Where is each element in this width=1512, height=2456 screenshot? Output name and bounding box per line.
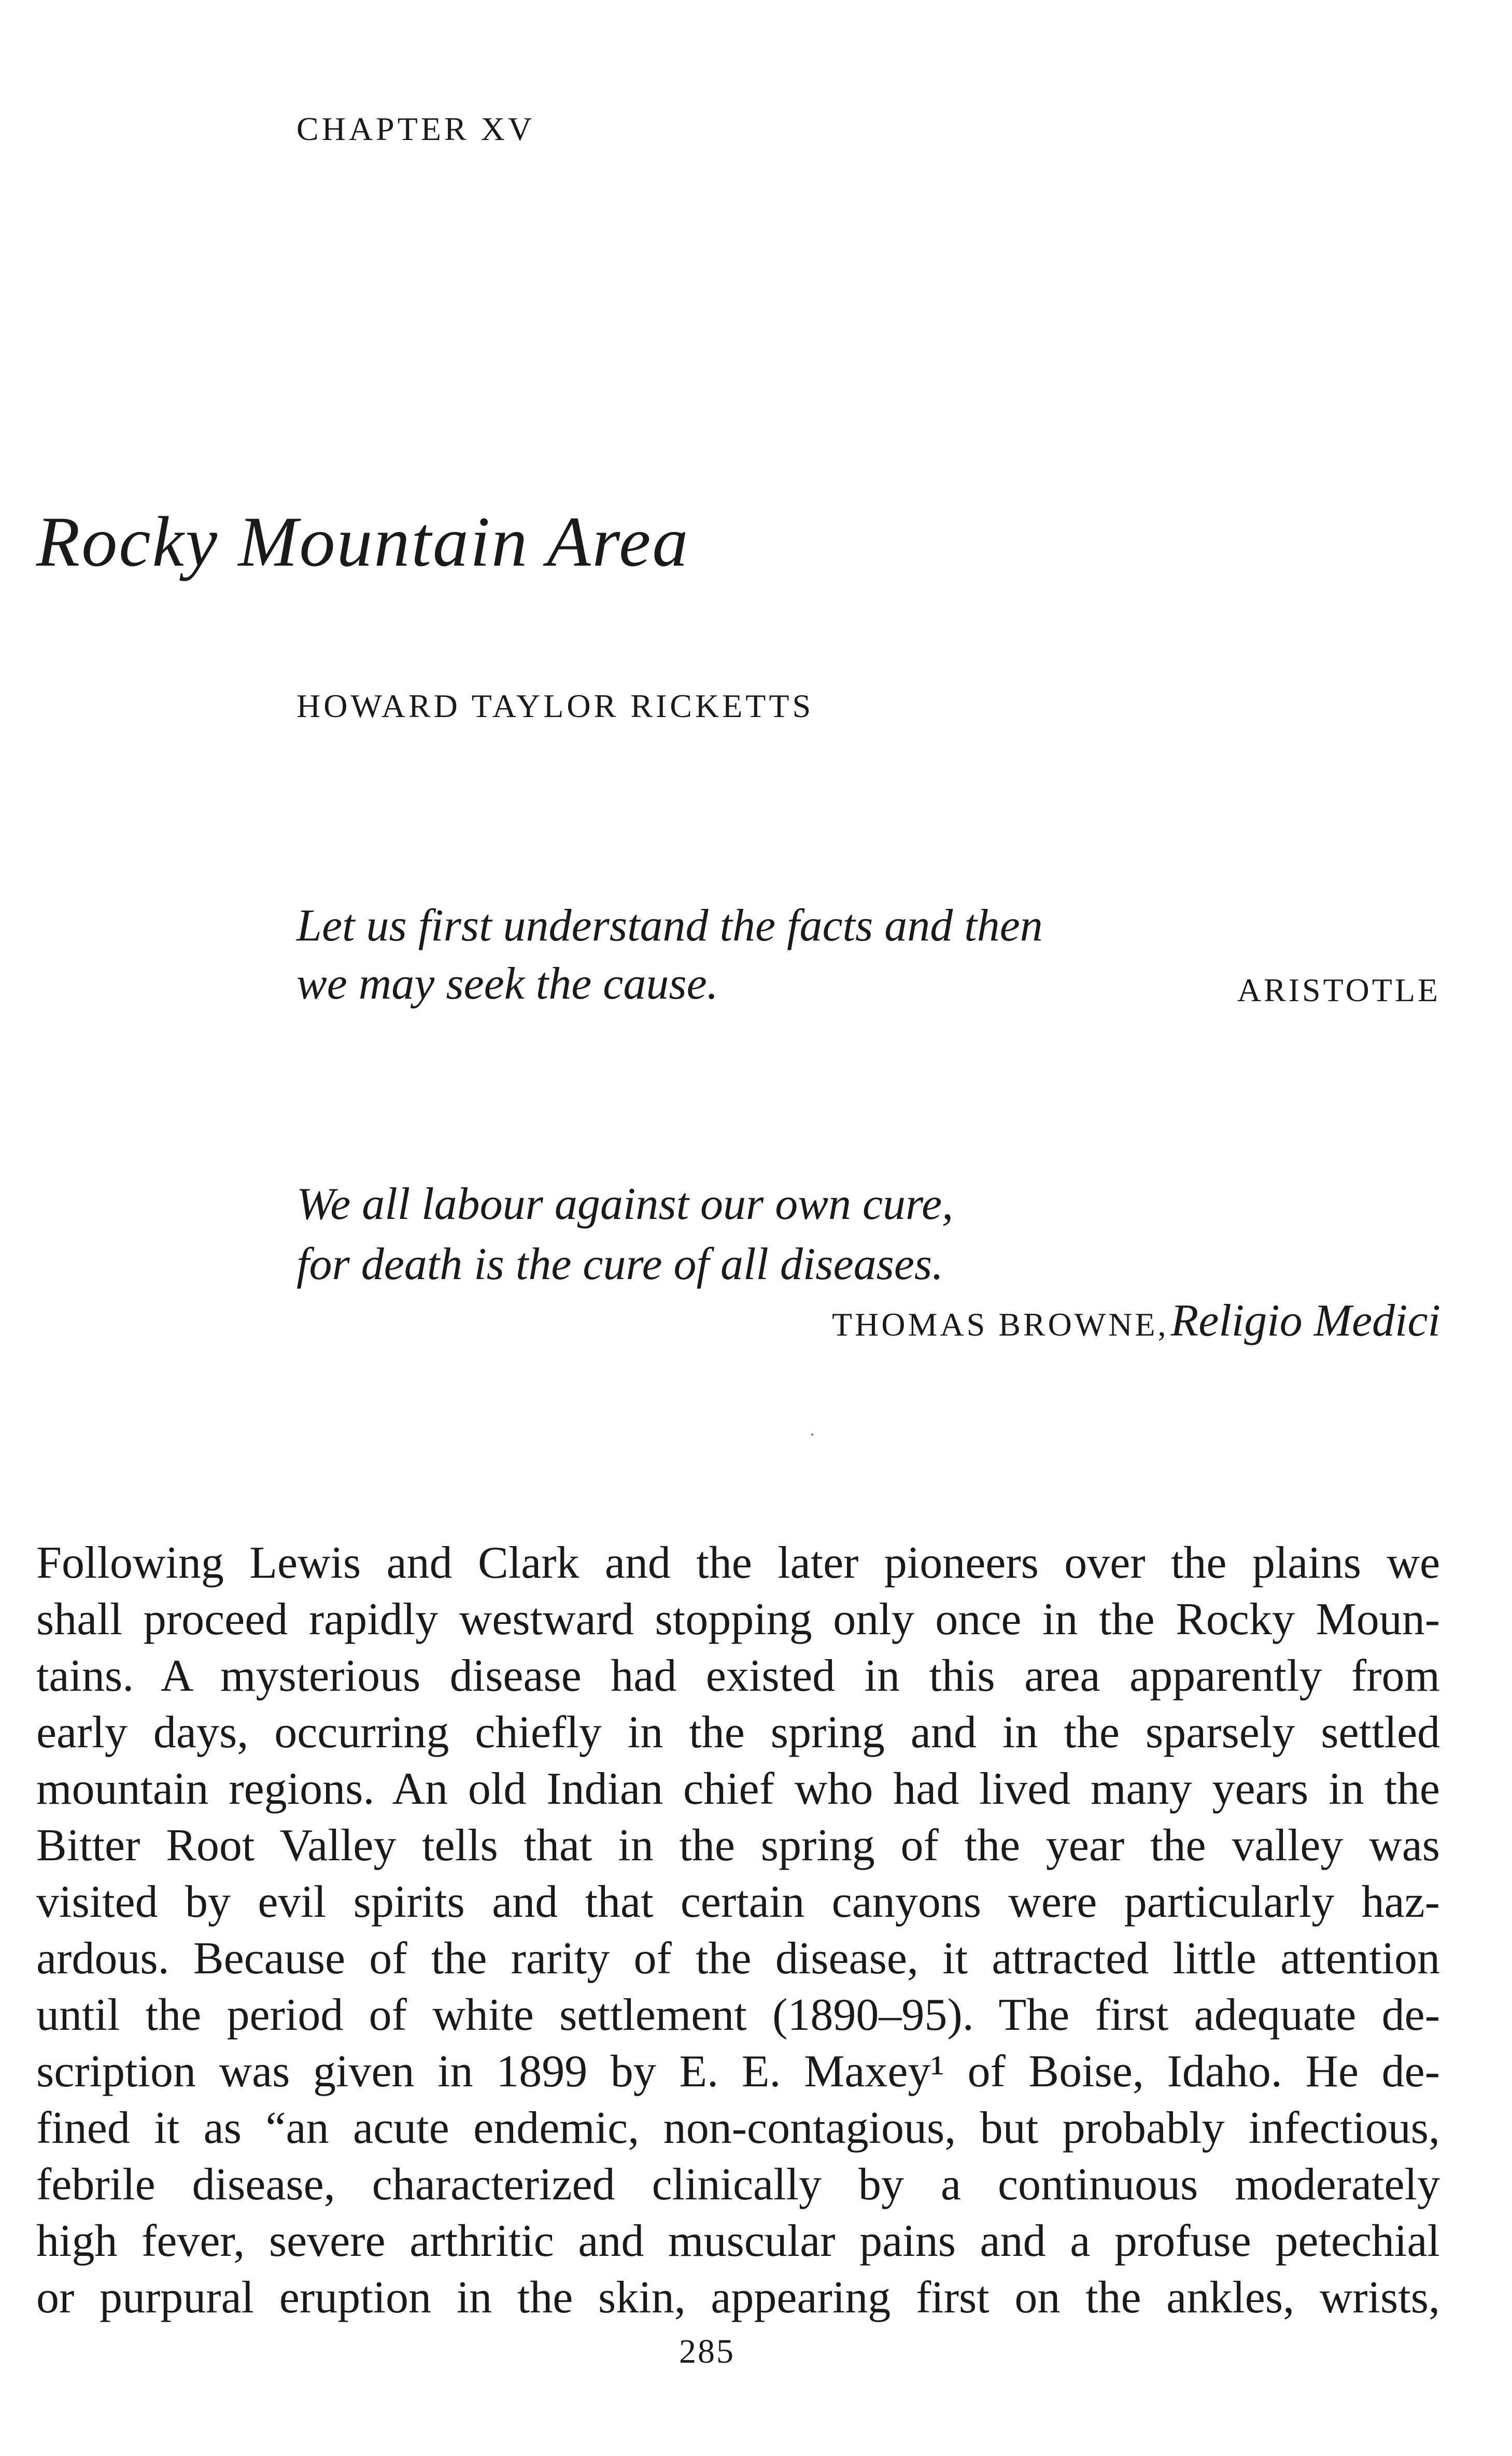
chapter-label: CHAPTER XV — [296, 110, 535, 147]
body-line: scription was given in 1899 by E. E. Maxey¹ of Boise, Idaho. He de- — [36, 2046, 1440, 2097]
body-line: ardous. Because of the rarity of the disease, it attracted little attention — [36, 1933, 1440, 1984]
body-line: high fever, severe arthritic and muscular pains and a profuse petechial — [36, 2216, 1440, 2266]
epigraph-attribution — [832, 1295, 1440, 1347]
page-number: 285 — [679, 2333, 735, 2370]
body-line: until the period of white settlement (1890–95). The first adequate de- — [36, 1990, 1440, 2040]
body-line: shall proceed rapidly westward stopping only once in the Rocky Moun- — [36, 1594, 1440, 1645]
body-line: febrile disease, characterized clinically by a continuous moderately — [36, 2159, 1440, 2210]
print-speck — [811, 1434, 813, 1436]
chapter-title: Rocky Mountain Area — [36, 502, 690, 581]
body-line: Bitter Root Valley tells that in the spring of the year the valley was — [36, 1820, 1440, 1871]
body-paragraph — [36, 1535, 1440, 2326]
body-line: tains. A mysterious disease had existed in this area apparently from — [36, 1651, 1440, 1701]
epigraph-line: we may seek the cause. — [296, 959, 718, 1009]
body-line: or purpural eruption in the skin, appearing first on the ankles, wrists, — [36, 2272, 1440, 2323]
epigraph-line: for death is the cure of all diseases. — [296, 1239, 944, 1289]
body-line: mountain regions. An old Indian chief who had lived many years in the — [36, 1764, 1440, 1814]
epigraph-line: We all labour against our own cure, — [296, 1179, 954, 1229]
chapter-author: HOWARD TAYLOR RICKETTS — [296, 687, 814, 724]
body-line: visited by evil spirits and that certain canyons were particularly haz- — [36, 1877, 1440, 1927]
epigraph-line: Let us first understand the facts and then — [296, 901, 1043, 951]
body-line: Following Lewis and Clark and the later pioneers over the plains we — [36, 1538, 1440, 1588]
epigraph-attribution-author: THOMAS BROWNE, — [831, 1306, 1169, 1343]
epigraph-attribution-work: Religio Medici — [1170, 1296, 1440, 1346]
epigraph-attribution: ARISTOTLE — [1237, 972, 1440, 1008]
body-line: fined it as “an acute endemic, non-contagious, but probably infectious, — [36, 2103, 1440, 2153]
body-line: early days, occurring chiefly in the spring and in the sparsely settled — [36, 1707, 1440, 1758]
